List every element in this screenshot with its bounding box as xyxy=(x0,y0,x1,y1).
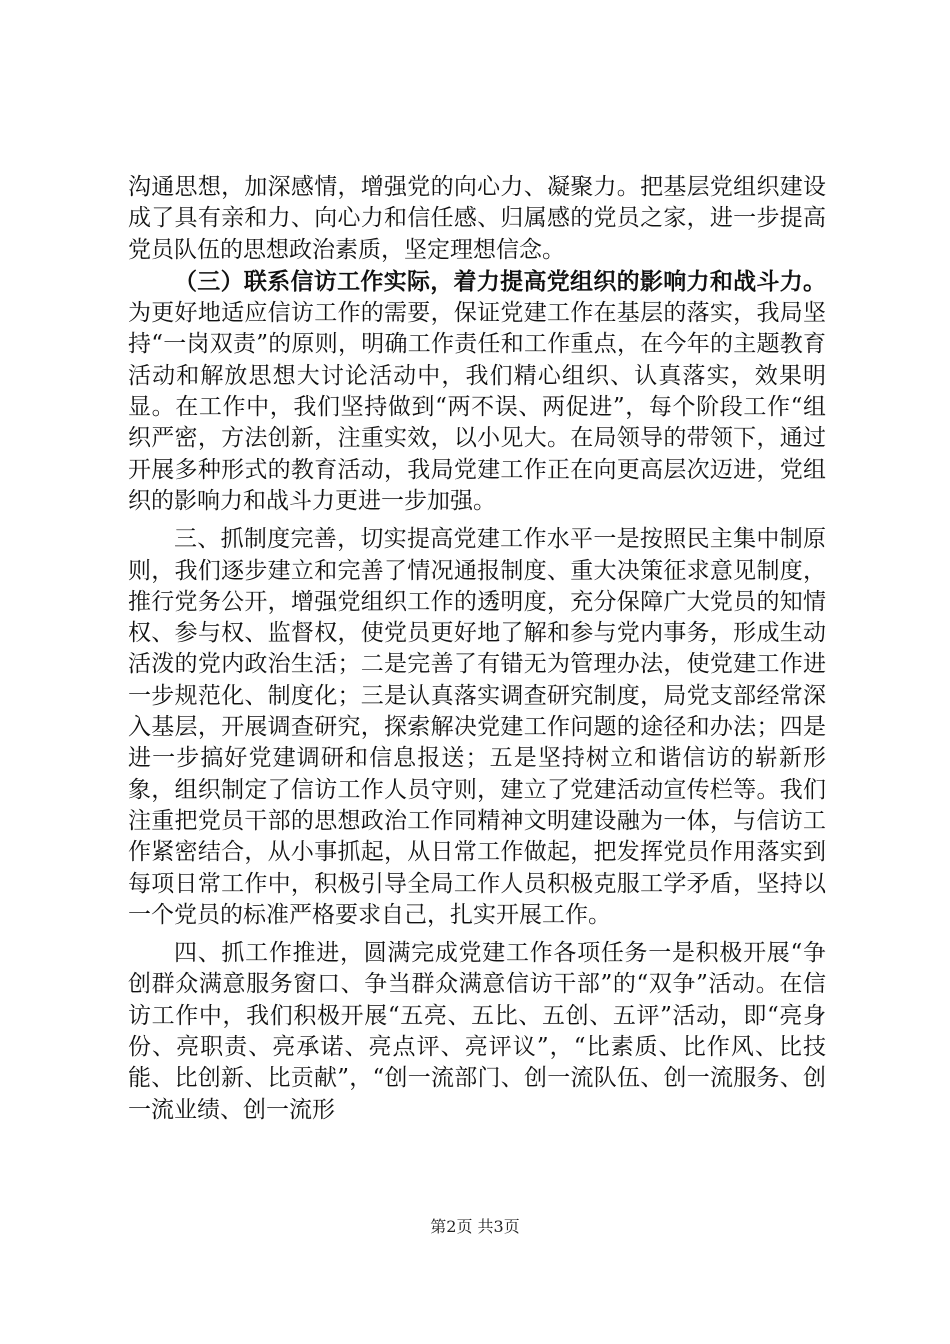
paragraph-text: 一是按照民主集中制原则，我们逐步建立和完善了情况通报制度、重大决策征求意见制度，推行党务公开，增强党组织工作的透明度，充分保障广大党员的知情权、参与权、监督权，使党员更好地了解和参与党内事务，形成生动活泼的党内政治生活；二是完善了有错无为管理办法，使党建工作进一步规范化、制度化；三是认真落实调查研究制度，局党支部经常深入基层，开展调查研究，探索解决党建工作问题的途径和办法；四是进一步搞好党建调研和信息报送；五是坚持树立和谐信访的崭新形象，组织制定了信访工作人员守则，建立了党建活动宣传栏等。我们注重把党员干部的思想政治工作同精神文明建设融为一体，与信访工作紧密结合，从小事抓起，从日常工作做起，把发挥党员作用落实到每项日常工作中，积极引导全局工作人员积极克服工学矛盾，坚持以一个党员的标准严格要求自己，扎实开展工作。 xyxy=(128,526,827,928)
paragraph-text: 为更好地适应信访工作的需要，保证党建工作在基层的落实，我局坚持“一岗双责”的原则，明确工作责任和工作重点，在今年的主题教育活动和解放思想大讨论活动中，我们精心组织、认真落实，效果明显。在工作中，我们坚持做到“两不误、两促进”，每个阶段工作“组织严密，方法创新，注重实效，以小见大。在局领导的带领下，通过开展多种形式的教育活动，我局党建工作正在向更高层次迈进，党组织的影响力和战斗力更进一步加强。 xyxy=(128,300,826,514)
paragraph-text: 沟通思想，加深感情，增强党的向心力、凝聚力。把基层党组织建设成了具有亲和力、向心力和信任感、归属感的党员之家，进一步提高党员队伍的思想政治素质，坚定理想信念。 xyxy=(128,174,826,263)
document-body xyxy=(128,172,826,1126)
section-heading: 三、抓制度完善，切实提高党建工作水平 xyxy=(174,526,594,553)
paragraph-part-4 xyxy=(128,938,826,1126)
paragraph-section-3 xyxy=(128,266,826,517)
paragraph-continuation xyxy=(128,172,826,266)
paragraph-part-3 xyxy=(128,524,826,931)
page-number-footer: 第2页 共3页 xyxy=(430,1217,520,1236)
section-heading: 四、抓工作推进，圆满完成党建工作各项任务 xyxy=(174,940,649,967)
section-heading: （三）联系信访工作实际，着力提高党组织的影响力和战斗力。 xyxy=(174,267,826,295)
paragraph-text: 一是积极开展“争创群众满意服务窗口、争当群众满意信访干部”的“双争”活动。在信访工作中，我们积极开展“五亮、五比、五创、五评”活动，即“亮身份、亮职责、亮承诺、亮点评、亮评议”，“比素质、比作风、比技能、比创新、比贡献”，“创一流部门、创一流队伍、创一流服务、创一流业绩、创一流形 xyxy=(128,940,826,1123)
